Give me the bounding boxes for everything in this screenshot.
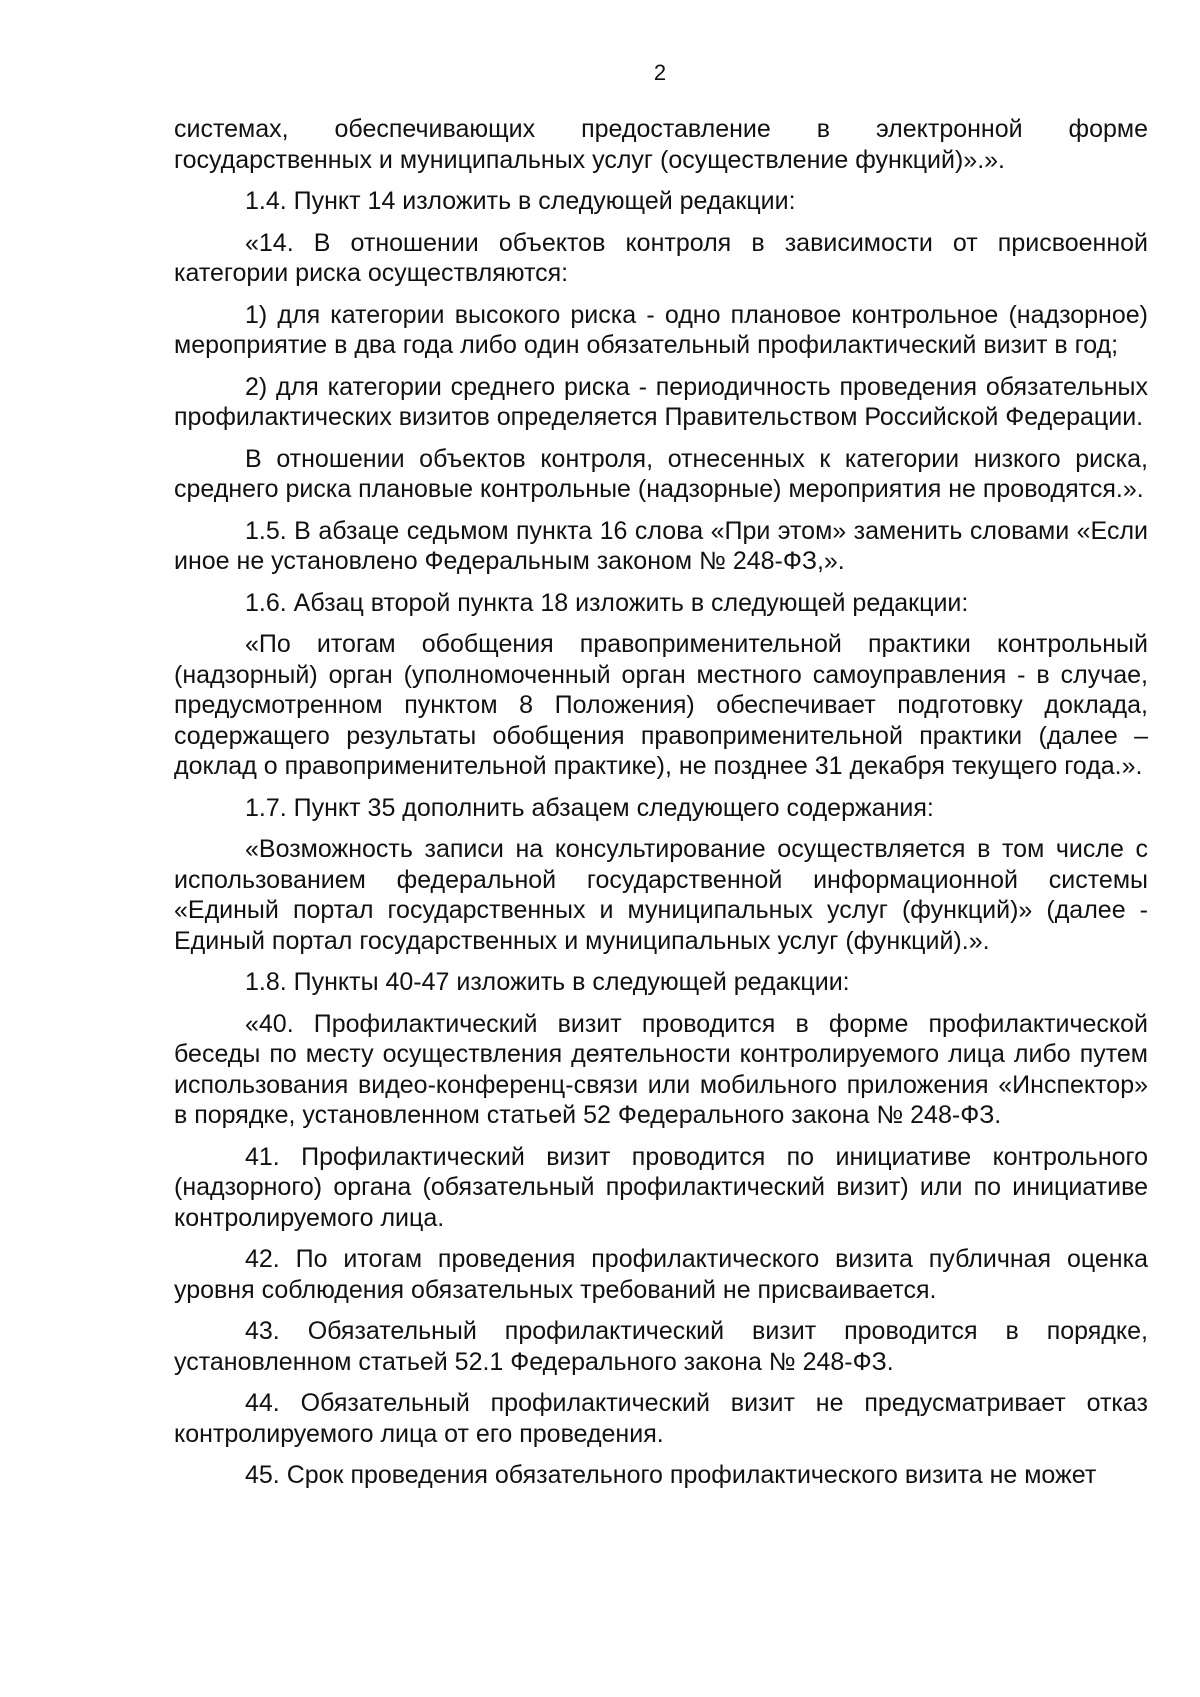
paragraph-item-1-5: 1.5. В абзаце седьмом пункта 16 слова «При этом» заменить словами «Если иное не установлено Федеральным законом № 248-ФЗ,». — [174, 516, 1148, 575]
paragraph-clause-41: 41. Профилактический визит проводится по инициативе контрольного (надзорного) органа (обязательный профилактический визит) или по инициативе контролируемого лица. — [174, 1142, 1148, 1232]
paragraph-clause-35-text: «Возможность записи на консультирование осуществляется в том числе с использованием федеральной государственной информационной системы «Единый портал государственных и муниципальных услуг (функций)» (далее - Единый портал государственных и муниципальных услуг (функций).». — [174, 835, 1148, 955]
paragraph-item-1-6: 1.6. Абзац второй пункта 18 изложить в следующей редакции: — [245, 588, 969, 617]
paragraph-clause-14-sub-1: 1) для категории высокого риска - одно плановое контрольное (надзорное) мероприятие в два года либо один обязательный профилактический визит в год; — [174, 300, 1148, 359]
paragraph-clause-44: 44. Обязательный профилактический визит не предусматривает отказ контролируемого лица от его проведения. — [174, 1389, 1148, 1448]
paragraph-clause-14-sub-2: 2) для категории среднего риска - периодичность проведения обязательных профилактических визитов определяется Правительством Российской Федерации. — [174, 372, 1148, 431]
page-number: 2 — [653, 60, 667, 85]
paragraph-low-risk: В отношении объектов контроля, отнесенных к категории низкого риска, среднего риска плановые контрольные (надзорные) мероприятия не проводятся.». — [174, 444, 1148, 503]
paragraph-item-1-7: 1.7. Пункт 35 дополнить абзацем следующего содержания: — [245, 793, 934, 822]
paragraph-item-1-4: 1.4. Пункт 14 изложить в следующей редакции: — [245, 187, 796, 215]
paragraph-clause-18-text: «По итогам обобщения правоприменительной практики контрольный (надзорный) орган (уполномоченный орган местного самоуправления - в случае, предусмотренном пунктом 8 Положения) обеспечивает подготовку доклада, содержащего результаты обобщения правоприменительной практики (далее – доклад о правоприменительной практике), не позднее 31 декабря текущего года.». — [174, 630, 1148, 780]
paragraph-clause-45: 45. Срок проведения обязательного профилактического визита не может — [245, 1461, 1097, 1489]
paragraph-clause-40: «40. Профилактический визит проводится в форме профилактической беседы по месту осуществления деятельности контролируемого лица либо путем использования видео-конференц-связи или мобильного приложения «Инспектор» в порядке, установленном статьей 52 Федерального закона № 248-ФЗ. — [174, 1009, 1148, 1129]
paragraph-clause-14: «14. В отношении объектов контроля в зависимости от присвоенной категории риска осуществляются: — [174, 228, 1148, 287]
paragraph-continuation: системах, обеспечивающих предоставление в электронной форме государственных и муниципальных услуг (осуществление функций)».». — [174, 115, 1148, 174]
paragraph-clause-42: 42. По итогам проведения профилактического визита публичная оценка уровня соблюдения обязательных требований не присваивается. — [174, 1245, 1148, 1304]
paragraph-clause-43: 43. Обязательный профилактический визит проводится в порядке, установленном статьей 52.1 Федерального закона № 248-ФЗ. — [174, 1317, 1148, 1376]
document-body — [174, 114, 1148, 1502]
paragraph-item-1-8: 1.8. Пункты 40-47 изложить в следующей редакции: — [245, 968, 850, 996]
